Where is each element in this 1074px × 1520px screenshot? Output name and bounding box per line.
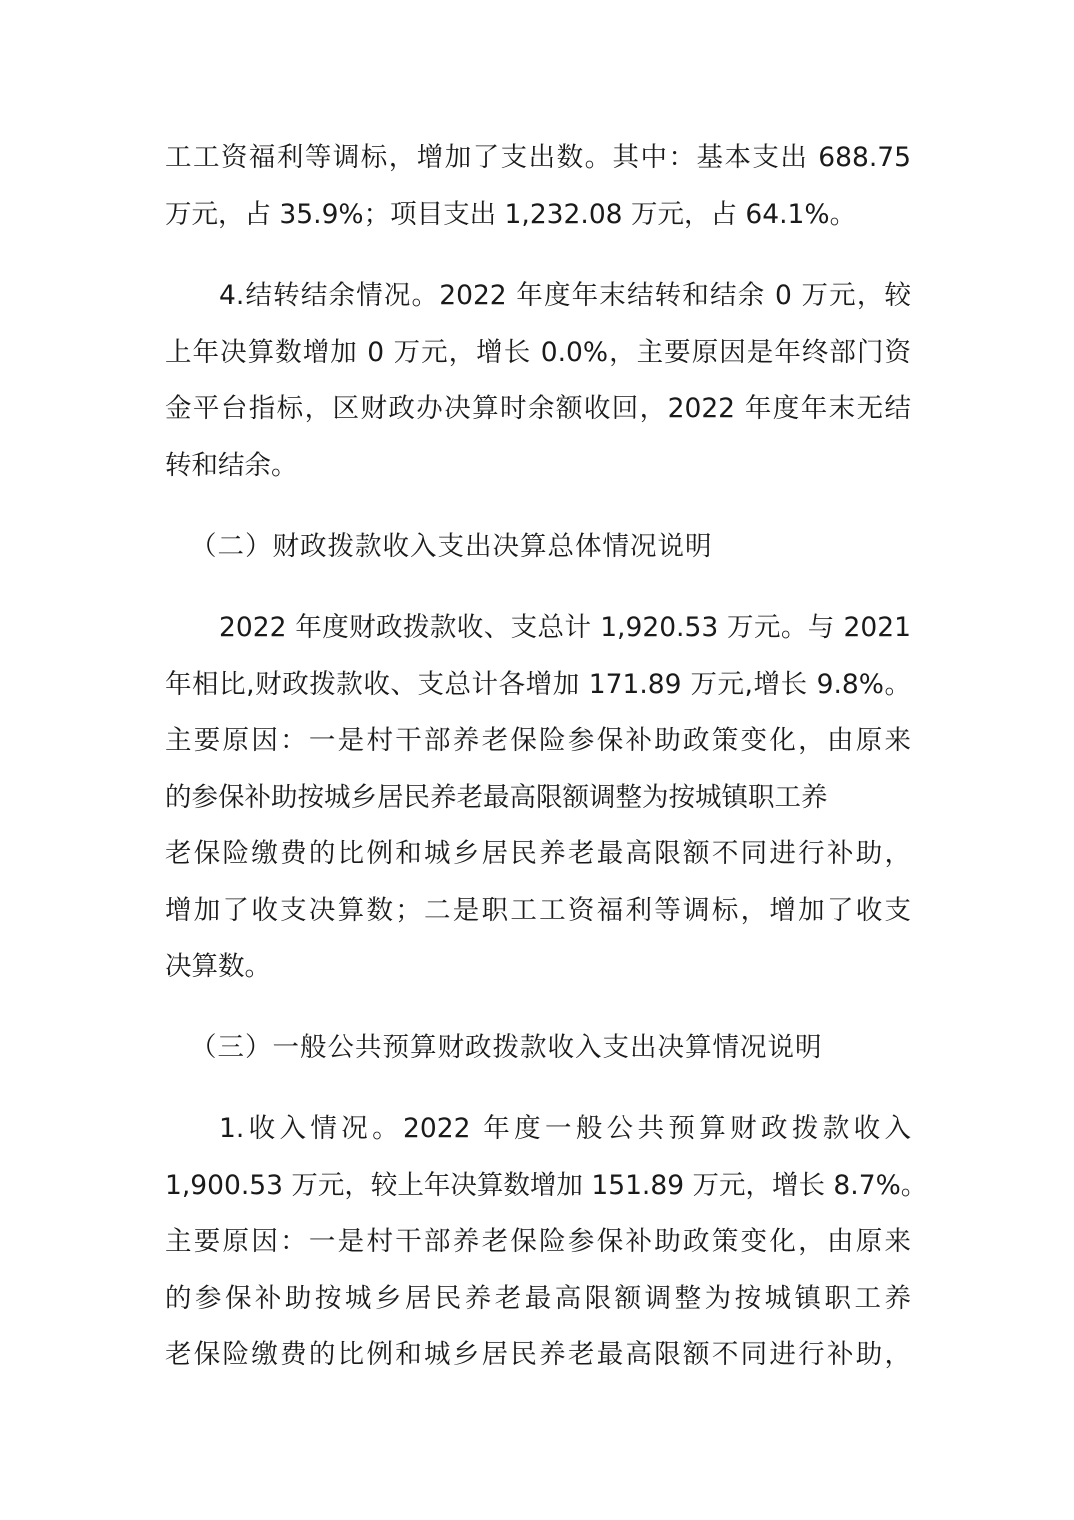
paragraph-line: 2022 年度财政拨款收、支总计 1,920.53 万元。与 2021 (219, 612, 911, 643)
paragraph-line: 决算数。 (165, 951, 271, 982)
paragraph-line: 4.结转结余情况。2022 年度年末结转和结余 0 万元，较 (219, 280, 911, 311)
paragraph-line: 的参保补助按城乡居民养老最高限额调整为按城镇职工养 (165, 782, 828, 813)
paragraph-line: 转和结余。 (165, 450, 298, 481)
paragraph-line: 老保险缴费的比例和城乡居民养老最高限额不同进行补助， (165, 1339, 911, 1370)
paragraph-line: 1.收入情况。2022 年度一般公共预算财政拨款收入 (219, 1113, 911, 1144)
paragraph-line: 上年决算数增加 0 万元，增长 0.0%，主要原因是年终部门资 (165, 337, 911, 368)
paragraph-line: 的参保补助按城乡居民养老最高限额调整为按城镇职工养 (165, 1283, 911, 1314)
paragraph-line: 金平台指标，区财政办决算时余额收回，2022 年度年末无结 (165, 393, 911, 424)
paragraph-line: 老保险缴费的比例和城乡居民养老最高限额不同进行补助， (165, 838, 911, 869)
paragraph-line: 增加了收支决算数；二是职工工资福利等调标，增加了收支 (165, 895, 911, 926)
paragraph-line: 1,900.53 万元，较上年决算数增加 151.89 万元，增长 8.7%。 (165, 1170, 928, 1201)
section-heading: （三）一般公共预算财政拨款收入支出决算情况说明 (190, 1032, 823, 1063)
paragraph-line: 万元，占 35.9%；项目支出 1,232.08 万元，占 64.1%。 (165, 199, 857, 230)
paragraph-line: 主要原因：一是村干部养老保险参保补助政策变化，由原来 (165, 1226, 911, 1257)
paragraph-line: 年相比,财政拨款收、支总计各增加 171.89 万元,增长 9.8%。 (165, 669, 911, 700)
paragraph-line: 主要原因：一是村干部养老保险参保补助政策变化，由原来 (165, 725, 911, 756)
paragraph-line: 工工资福利等调标，增加了支出数。其中：基本支出 688.75 (165, 142, 911, 173)
section-heading: （二）财政拨款收入支出决算总体情况说明 (190, 531, 713, 562)
